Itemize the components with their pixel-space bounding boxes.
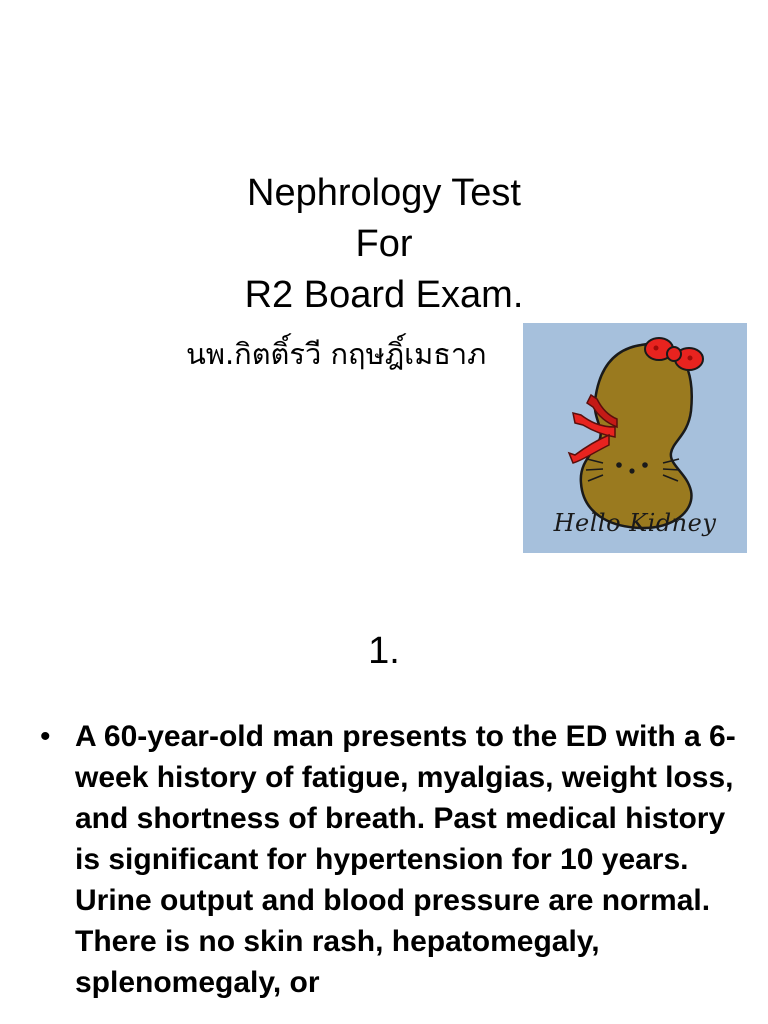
- question-number: 1.: [368, 630, 400, 672]
- bullet-icon: •: [40, 720, 51, 753]
- slide-title: [0, 168, 768, 321]
- kidney-eye-left: [616, 462, 622, 468]
- question-text: [40, 716, 740, 1003]
- title-line-1: Nephrology Test: [247, 172, 521, 214]
- question-list: [40, 716, 740, 1003]
- hello-kidney-image: [523, 323, 747, 553]
- title-line-2: For: [355, 223, 413, 265]
- kidney-nose: [629, 468, 634, 473]
- kidney-body: [581, 344, 692, 528]
- question-body: A 60-year-old man presents to the ED with a 6-week history of fatigue, myalgias, weight loss, and shortness of breath. Past medical history is significant for hypertension for 10 years. Urine output and blood pressure are normal. There is no skin rash, hepatomegaly, splenomegaly, or: [75, 720, 736, 999]
- kidney-eye-right: [642, 462, 648, 468]
- title-line-3: R2 Board Exam.: [244, 274, 524, 316]
- author-name: นพ.กิตติ์รวี กฤษฎิ์เมธาภ: [186, 337, 487, 371]
- kidney-caption: Hello Kidney: [553, 509, 717, 537]
